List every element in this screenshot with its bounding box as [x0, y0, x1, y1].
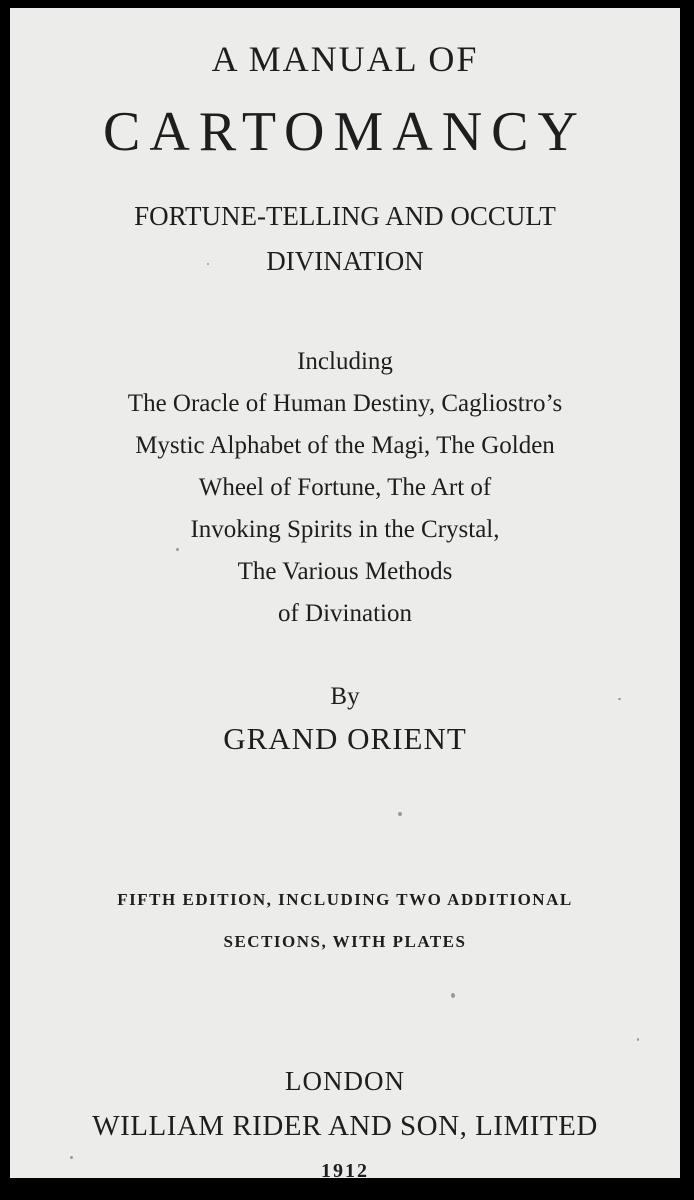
including-line: of Divination: [277, 600, 412, 627]
including-line: The Oracle of Human Destiny, Cagliostro’s: [127, 390, 563, 417]
title-line-2: CARTOMANCY: [103, 101, 587, 163]
by-label: By: [330, 683, 360, 710]
ink-speck: [176, 548, 179, 551]
edition-line-1: FIFTH EDITION, INCLUDING TWO ADDITIONAL: [117, 890, 573, 909]
author-name: GRAND ORIENT: [223, 721, 467, 756]
ink-speck: [637, 1038, 639, 1041]
title-page: [10, 8, 680, 1178]
ink-speck: [70, 1156, 73, 1159]
subtitle-line-1: FORTUNE-TELLING AND OCCULT: [134, 201, 556, 231]
ink-speck: [451, 993, 455, 998]
including-heading: Including: [297, 348, 393, 375]
imprint-year: 1912: [321, 1160, 369, 1178]
title-line-1: A MANUAL OF: [211, 39, 479, 79]
including-line: Wheel of Fortune, The Art of: [198, 474, 492, 501]
subtitle-line-2: DIVINATION: [266, 246, 424, 276]
including-line: Mystic Alphabet of the Magi, The Golden: [135, 432, 555, 459]
including-line: Invoking Spirits in the Crystal,: [190, 516, 500, 543]
imprint-city: LONDON: [285, 1066, 405, 1096]
including-line: The Various Methods: [237, 558, 453, 585]
imprint-publisher: WILLIAM RIDER AND SON, LIMITED: [92, 1110, 598, 1142]
edition-line-2: SECTIONS, WITH PLATES: [223, 932, 467, 951]
ink-speck: [398, 812, 402, 816]
